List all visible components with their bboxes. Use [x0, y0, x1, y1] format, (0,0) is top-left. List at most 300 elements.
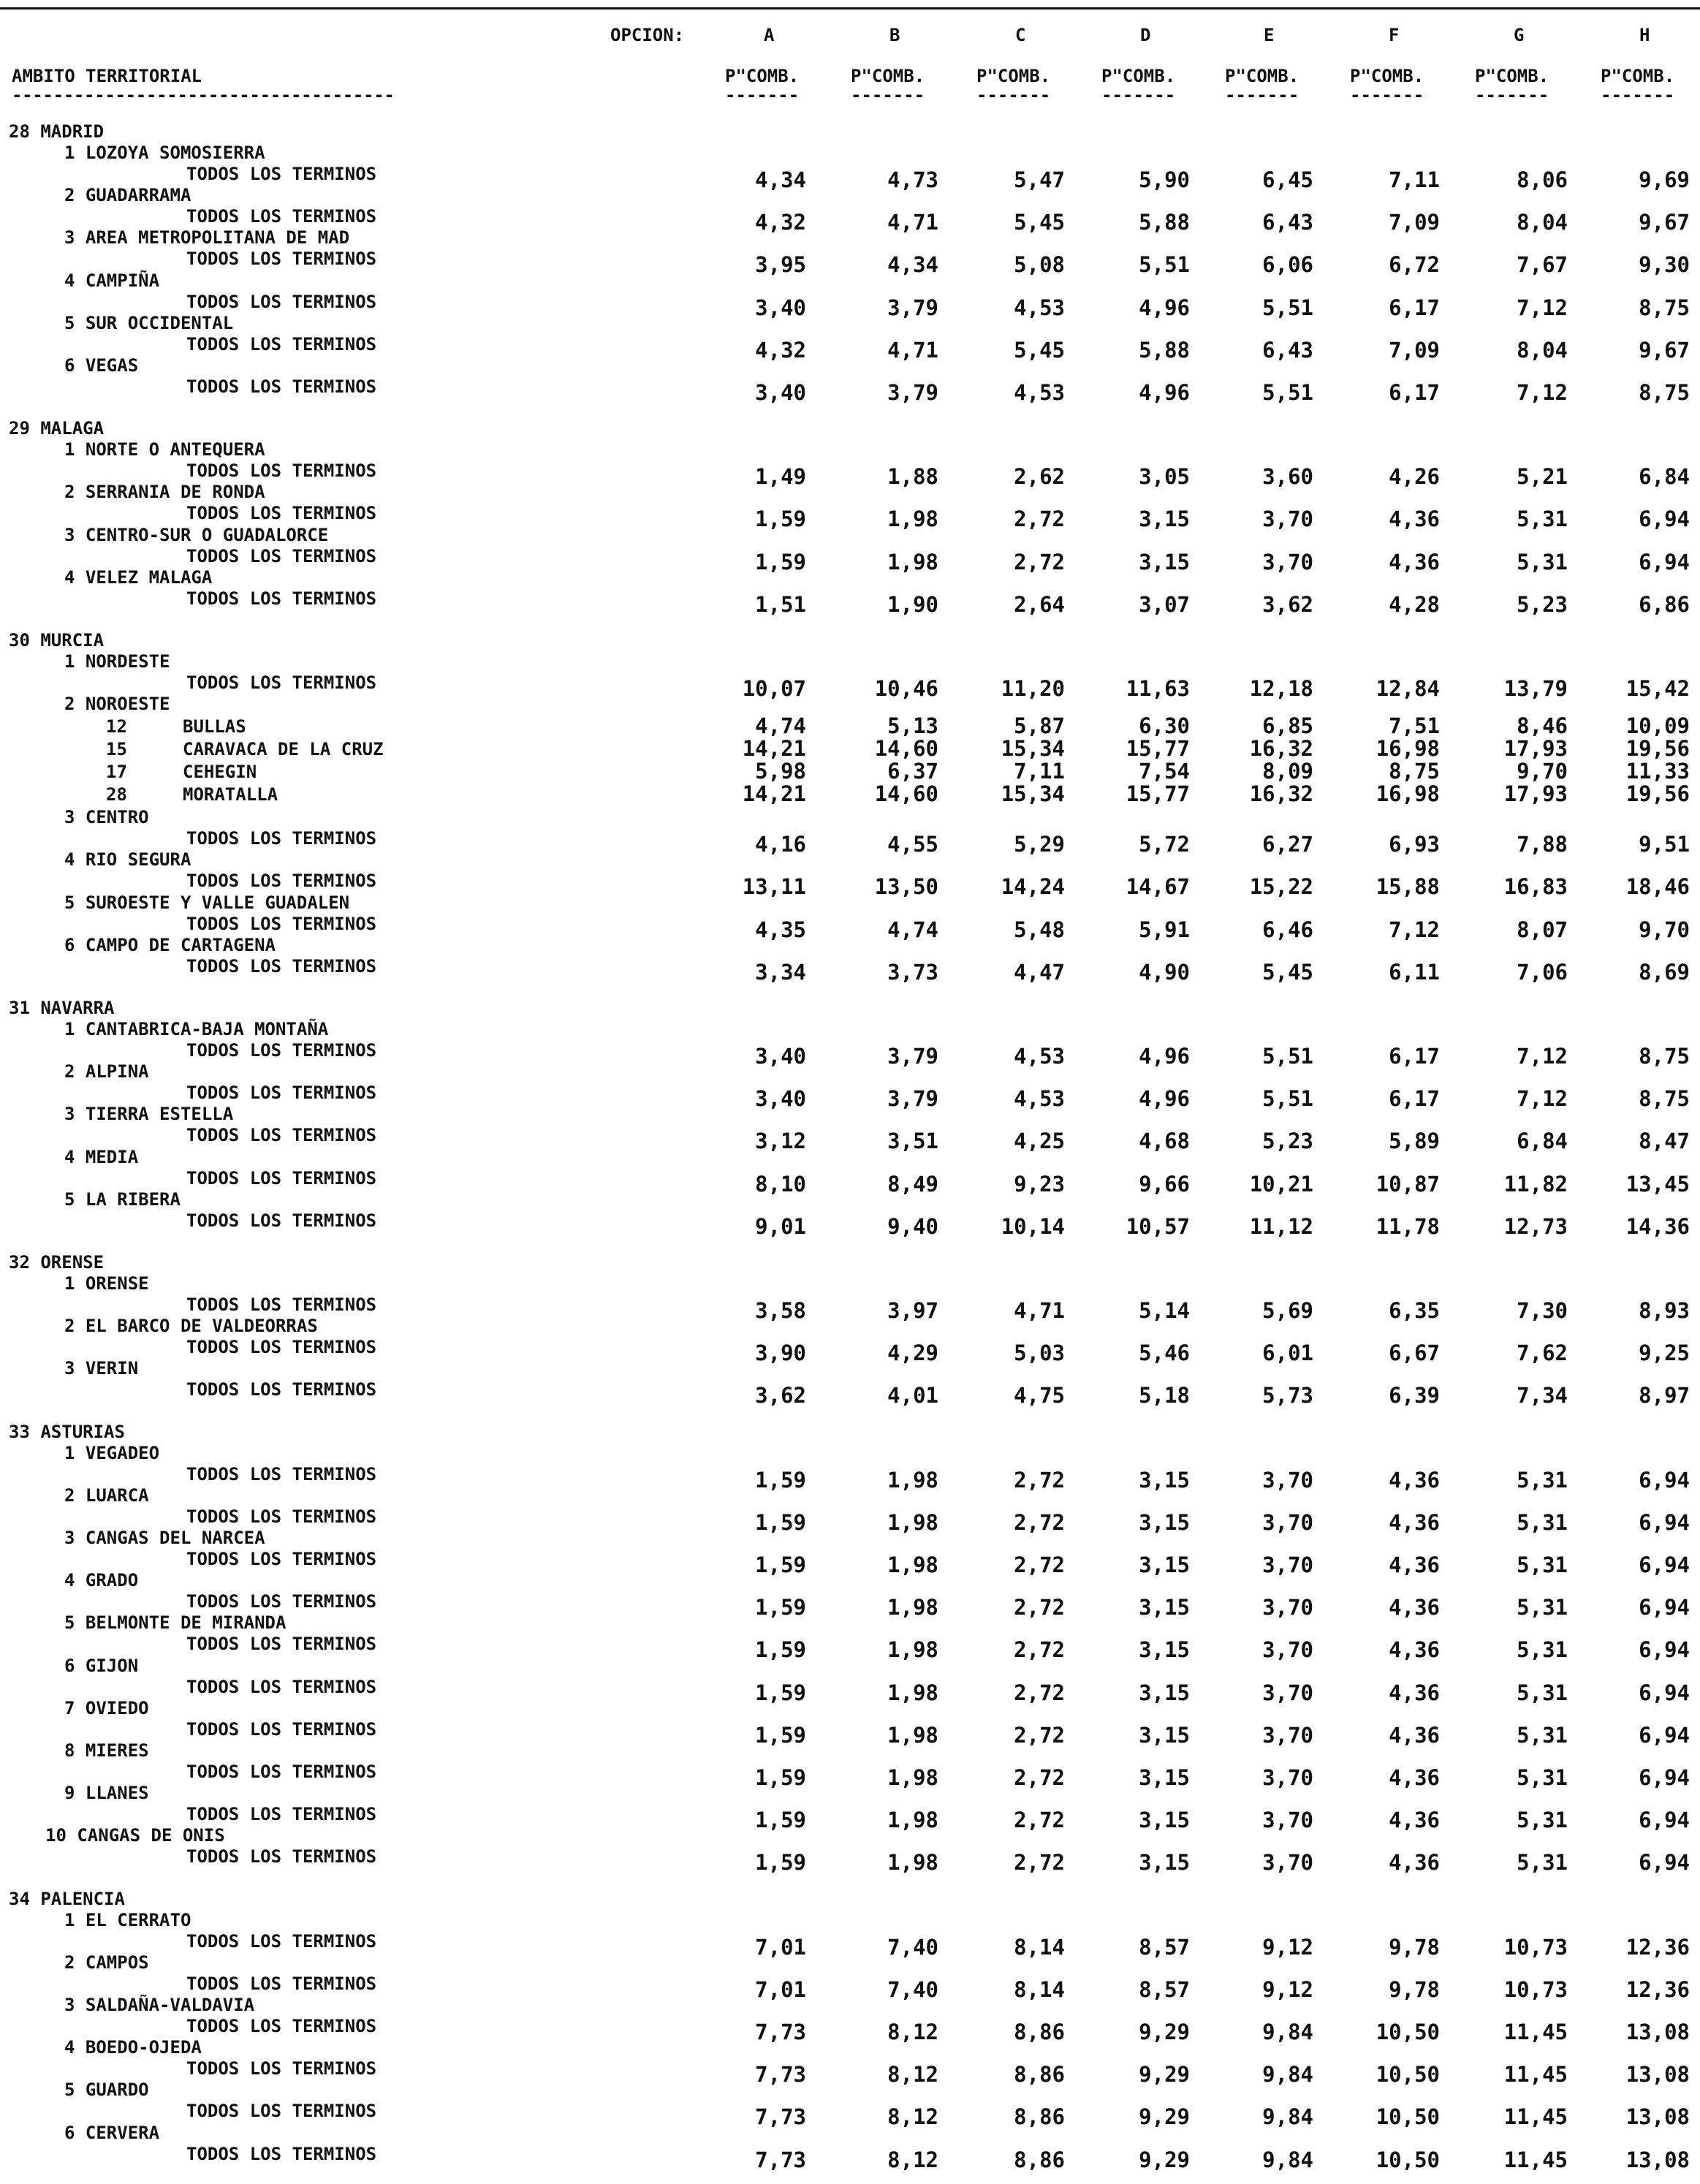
- value-cell: 7,62: [1517, 1341, 1568, 1366]
- value-cell: 3,70: [1262, 1850, 1313, 1876]
- term-label: TODOS LOS TERMINOS: [186, 545, 377, 566]
- column-underline: -------: [1350, 85, 1424, 105]
- column-subheader: P"COMB.: [1601, 66, 1675, 86]
- value-cell: 19,56: [1625, 781, 1690, 807]
- value-cell: 12,36: [1625, 1934, 1690, 1960]
- column-subheader: P"COMB.: [1350, 66, 1424, 86]
- value-cell: 10,50: [1375, 2104, 1440, 2130]
- zone-name: 1 NORTE O ANTEQUERA: [64, 439, 265, 460]
- value-cell: 3,90: [755, 1341, 806, 1366]
- value-cell: 5,89: [1389, 1129, 1440, 1154]
- value-cell: 4,36: [1389, 1808, 1440, 1833]
- value-cell: 6,17: [1389, 295, 1440, 320]
- value-cell: 1,59: [755, 1595, 806, 1620]
- term-label: TODOS LOS TERMINOS: [186, 2101, 377, 2122]
- zone-name: 5 SUR OCCIDENTAL: [64, 312, 234, 333]
- value-cell: 7,67: [1517, 252, 1568, 278]
- column-letter-f: F: [1389, 25, 1400, 45]
- municipality-code: 17: [106, 762, 127, 783]
- term-label: TODOS LOS TERMINOS: [186, 828, 377, 849]
- value-cell: 3,40: [755, 1044, 806, 1069]
- value-cell: 4,96: [1139, 1086, 1190, 1112]
- value-cell: 10,09: [1625, 713, 1690, 739]
- value-cell: 9,84: [1262, 2062, 1313, 2088]
- value-cell: 5,88: [1139, 210, 1190, 235]
- value-cell: 15,34: [1001, 736, 1065, 762]
- value-cell: 15,88: [1375, 874, 1440, 900]
- value-cell: 4,32: [755, 210, 806, 235]
- value-cell: 13,08: [1625, 2147, 1690, 2172]
- zone-name: 6 CERVERA: [64, 2122, 160, 2143]
- value-cell: 7,73: [755, 2104, 806, 2130]
- value-cell: 7,09: [1389, 210, 1440, 235]
- term-label: TODOS LOS TERMINOS: [186, 376, 377, 397]
- province-heading: 28 MADRID: [9, 121, 105, 142]
- value-cell: 11,82: [1503, 1171, 1568, 1197]
- value-cell: 3,70: [1262, 1552, 1313, 1577]
- value-cell: 9,51: [1639, 832, 1690, 857]
- value-cell: 4,96: [1139, 295, 1190, 320]
- value-cell: 5,51: [1262, 1086, 1313, 1112]
- zone-name: 3 TIERRA ESTELLA: [64, 1104, 234, 1125]
- value-cell: 5,51: [1262, 380, 1313, 405]
- value-cell: 3,40: [755, 380, 806, 405]
- municipality-code: 28: [106, 784, 127, 805]
- value-cell: 6,27: [1262, 832, 1313, 857]
- value-cell: 7,73: [755, 2147, 806, 2172]
- value-cell: 9,84: [1262, 2020, 1313, 2044]
- value-cell: 1,59: [755, 1808, 806, 1833]
- value-cell: 13,45: [1625, 1171, 1690, 1197]
- province-heading: 34 PALENCIA: [9, 1888, 125, 1909]
- value-cell: 7,30: [1517, 1298, 1568, 1323]
- value-cell: 8,57: [1139, 1976, 1190, 2002]
- value-cell: 3,15: [1139, 507, 1190, 532]
- value-cell: 7,11: [1389, 167, 1440, 192]
- value-cell: 8,04: [1517, 337, 1568, 363]
- value-cell: 19,56: [1625, 736, 1690, 762]
- value-cell: 6,94: [1639, 1722, 1690, 1748]
- value-cell: 4,36: [1389, 1680, 1440, 1705]
- zone-name: 4 VELEZ MALAGA: [64, 566, 213, 588]
- value-cell: 1,98: [887, 1765, 938, 1790]
- value-cell: 4,55: [887, 832, 938, 857]
- value-cell: 7,06: [1517, 959, 1568, 985]
- value-cell: 11,78: [1375, 1213, 1440, 1239]
- value-cell: 3,70: [1262, 507, 1313, 532]
- value-cell: 4,36: [1389, 1850, 1440, 1876]
- value-cell: 6,11: [1389, 959, 1440, 985]
- value-cell: 2,72: [1014, 1509, 1065, 1535]
- value-cell: 14,24: [1001, 874, 1065, 900]
- zone-name: 5 GUARDO: [64, 2079, 149, 2101]
- column-letter-a: A: [764, 25, 775, 45]
- value-cell: 8,14: [1014, 1934, 1065, 1960]
- term-label: TODOS LOS TERMINOS: [186, 672, 377, 693]
- value-cell: 11,33: [1625, 759, 1690, 784]
- value-cell: 12,73: [1503, 1213, 1568, 1239]
- value-cell: 4,29: [887, 1341, 938, 1366]
- value-cell: 15,42: [1625, 676, 1690, 701]
- value-cell: 11,63: [1126, 676, 1190, 701]
- value-cell: 8,10: [755, 1171, 806, 1197]
- value-cell: 3,15: [1139, 1722, 1190, 1748]
- zone-name: 1 ORENSE: [64, 1273, 149, 1294]
- zone-name: 6 VEGAS: [64, 355, 139, 376]
- value-cell: 9,01: [755, 1213, 806, 1239]
- value-cell: 3,70: [1262, 1765, 1313, 1790]
- value-cell: 8,04: [1517, 210, 1568, 235]
- value-cell: 1,98: [887, 549, 938, 575]
- value-cell: 13,11: [742, 874, 806, 900]
- value-cell: 8,12: [887, 2104, 938, 2130]
- value-cell: 4,25: [1014, 1129, 1065, 1154]
- zone-name: 4 RIO SEGURA: [64, 849, 191, 871]
- term-label: TODOS LOS TERMINOS: [186, 1549, 377, 1569]
- value-cell: 13,50: [874, 874, 938, 900]
- value-cell: 4,74: [755, 713, 806, 739]
- value-cell: 5,91: [1139, 917, 1190, 942]
- value-cell: 8,75: [1389, 759, 1440, 784]
- value-cell: 5,98: [755, 759, 806, 784]
- value-cell: 9,67: [1639, 337, 1690, 363]
- value-cell: 3,73: [887, 959, 938, 985]
- value-cell: 6,67: [1389, 1341, 1440, 1366]
- value-cell: 5,21: [1517, 464, 1568, 490]
- opcion-label: OPCION:: [610, 25, 685, 45]
- province-heading: 33 ASTURIAS: [9, 1421, 125, 1442]
- value-cell: 5,08: [1014, 252, 1065, 278]
- value-cell: 4,71: [887, 337, 938, 363]
- term-label: TODOS LOS TERMINOS: [186, 955, 377, 977]
- value-cell: 8,75: [1639, 1044, 1690, 1069]
- value-cell: 8,06: [1517, 167, 1568, 192]
- value-cell: 1,98: [887, 1680, 938, 1705]
- value-cell: 6,43: [1262, 337, 1313, 363]
- value-cell: 6,45: [1262, 167, 1313, 192]
- value-cell: 9,78: [1389, 1934, 1440, 1960]
- value-cell: 16,83: [1503, 874, 1568, 900]
- value-cell: 3,60: [1262, 464, 1313, 490]
- value-cell: 4,71: [887, 210, 938, 235]
- zone-name: 2 NOROESTE: [64, 694, 170, 715]
- value-cell: 2,72: [1014, 1595, 1065, 1620]
- value-cell: 3,15: [1139, 549, 1190, 575]
- value-cell: 3,40: [755, 1086, 806, 1112]
- zone-name: 7 OVIEDO: [64, 1697, 149, 1718]
- value-cell: 10,50: [1375, 2062, 1440, 2088]
- value-cell: 6,94: [1639, 1765, 1690, 1790]
- value-cell: 6,46: [1262, 917, 1313, 942]
- value-cell: 5,51: [1262, 1044, 1313, 1069]
- value-cell: 13,08: [1625, 2020, 1690, 2044]
- term-label: TODOS LOS TERMINOS: [186, 1591, 377, 1612]
- value-cell: 15,34: [1001, 781, 1065, 807]
- top-rule: [0, 7, 1700, 10]
- value-cell: 4,26: [1389, 464, 1440, 490]
- value-cell: 8,93: [1639, 1298, 1690, 1323]
- column-subheader: P"COMB.: [725, 66, 800, 86]
- term-label: TODOS LOS TERMINOS: [186, 1210, 377, 1231]
- zone-name: 1 NORDESTE: [64, 651, 170, 672]
- value-cell: 6,93: [1389, 832, 1440, 857]
- value-cell: 3,97: [887, 1298, 938, 1323]
- column-letter-h: H: [1639, 25, 1650, 45]
- column-underline: -------: [1475, 85, 1549, 105]
- value-cell: 4,53: [1014, 1086, 1065, 1112]
- value-cell: 3,40: [755, 295, 806, 320]
- term-label: TODOS LOS TERMINOS: [186, 1676, 377, 1697]
- value-cell: 8,86: [1014, 2062, 1065, 2088]
- value-cell: 5,45: [1262, 959, 1313, 985]
- zone-name: 2 CAMPOS: [64, 1952, 149, 1973]
- value-cell: 3,15: [1139, 1765, 1190, 1790]
- value-cell: 6,17: [1389, 1086, 1440, 1112]
- value-cell: 9,29: [1139, 2062, 1190, 2088]
- value-cell: 6,94: [1639, 549, 1690, 575]
- value-cell: 5,23: [1262, 1129, 1313, 1154]
- value-cell: 6,30: [1139, 713, 1190, 739]
- value-cell: 5,73: [1262, 1383, 1313, 1408]
- value-cell: 5,31: [1517, 1552, 1568, 1577]
- value-cell: 8,86: [1014, 2104, 1065, 2130]
- value-cell: 3,70: [1262, 1808, 1313, 1833]
- value-cell: 1,98: [887, 507, 938, 532]
- column-subheader: P"COMB.: [1101, 66, 1176, 86]
- term-label: TODOS LOS TERMINOS: [186, 460, 377, 482]
- value-cell: 9,84: [1262, 2147, 1313, 2172]
- value-cell: 6,37: [887, 759, 938, 784]
- value-cell: 6,94: [1639, 507, 1690, 532]
- value-cell: 10,14: [1001, 1213, 1065, 1239]
- column-letter-g: G: [1514, 25, 1525, 45]
- value-cell: 4,71: [1014, 1298, 1065, 1323]
- value-cell: 5,88: [1139, 337, 1190, 363]
- column-letter-e: E: [1264, 25, 1275, 45]
- value-cell: 4,34: [887, 252, 938, 278]
- column-underline: -------: [976, 85, 1051, 105]
- value-cell: 1,98: [887, 1552, 938, 1577]
- term-label: TODOS LOS TERMINOS: [186, 164, 377, 184]
- value-cell: 14,60: [874, 736, 938, 762]
- value-cell: 1,59: [755, 1637, 806, 1663]
- value-cell: 14,67: [1126, 874, 1190, 900]
- value-cell: 1,51: [755, 591, 806, 617]
- term-label: TODOS LOS TERMINOS: [186, 1337, 377, 1358]
- value-cell: 7,40: [887, 1976, 938, 2002]
- term-label: TODOS LOS TERMINOS: [186, 2058, 377, 2079]
- zone-name: 2 EL BARCO DE VALDEORRAS: [64, 1316, 318, 1337]
- column-letter-d: D: [1140, 25, 1151, 45]
- value-cell: 9,25: [1639, 1341, 1690, 1366]
- value-cell: 17,93: [1503, 781, 1568, 807]
- value-cell: 8,14: [1014, 1976, 1065, 2002]
- zone-name: 3 VERIN: [64, 1358, 139, 1379]
- value-cell: 5,46: [1139, 1341, 1190, 1366]
- value-cell: 10,73: [1503, 1934, 1568, 1960]
- value-cell: 2,72: [1014, 1552, 1065, 1577]
- value-cell: 9,66: [1139, 1171, 1190, 1197]
- value-cell: 5,31: [1517, 1765, 1568, 1790]
- value-cell: 2,72: [1014, 1637, 1065, 1663]
- zone-name: 3 CENTRO: [64, 807, 149, 828]
- value-cell: 8,86: [1014, 2020, 1065, 2044]
- term-label: TODOS LOS TERMINOS: [186, 1634, 377, 1655]
- value-cell: 6,94: [1639, 1552, 1690, 1577]
- value-cell: 2,72: [1014, 1808, 1065, 1833]
- value-cell: 5,48: [1014, 917, 1065, 942]
- value-cell: 9,30: [1639, 252, 1690, 278]
- value-cell: 6,84: [1639, 464, 1690, 490]
- value-cell: 6,86: [1639, 591, 1690, 617]
- value-cell: 11,45: [1503, 2104, 1568, 2130]
- column-subheader: P"COMB.: [976, 66, 1051, 86]
- value-cell: 5,31: [1517, 1722, 1568, 1748]
- value-cell: 13,79: [1503, 676, 1568, 701]
- value-cell: 2,72: [1014, 1467, 1065, 1493]
- value-cell: 6,94: [1639, 1850, 1690, 1876]
- value-cell: 5,72: [1139, 832, 1190, 857]
- term-label: TODOS LOS TERMINOS: [186, 913, 377, 934]
- value-cell: 12,84: [1375, 676, 1440, 701]
- term-label: TODOS LOS TERMINOS: [186, 249, 377, 270]
- value-cell: 2,72: [1014, 1722, 1065, 1748]
- value-cell: 7,01: [755, 1934, 806, 1960]
- value-cell: 9,29: [1139, 2020, 1190, 2044]
- value-cell: 1,98: [887, 1637, 938, 1663]
- zone-name: 3 CENTRO-SUR O GUADALORCE: [64, 524, 329, 545]
- term-label: TODOS LOS TERMINOS: [186, 1379, 377, 1400]
- value-cell: 5,31: [1517, 1595, 1568, 1620]
- value-cell: 4,32: [755, 337, 806, 363]
- value-cell: 7,11: [1014, 759, 1065, 784]
- value-cell: 7,54: [1139, 759, 1190, 784]
- value-cell: 11,45: [1503, 2147, 1568, 2172]
- zone-name: 1 EL CERRATO: [64, 1909, 191, 1930]
- value-cell: 5,90: [1139, 167, 1190, 192]
- value-cell: 1,59: [755, 1765, 806, 1790]
- value-cell: 17,93: [1503, 736, 1568, 762]
- zone-name: 6 GIJON: [64, 1655, 139, 1676]
- value-cell: 3,12: [755, 1129, 806, 1154]
- value-cell: 8,12: [887, 2020, 938, 2044]
- province-heading: 29 MALAGA: [9, 418, 105, 439]
- value-cell: 12,36: [1625, 1976, 1690, 2002]
- zone-name: 9 LLANES: [64, 1783, 149, 1804]
- municipality-name: CEHEGIN: [183, 762, 257, 783]
- value-cell: 5,31: [1517, 1808, 1568, 1833]
- term-label: TODOS LOS TERMINOS: [186, 2016, 377, 2036]
- zone-name: 10 CANGAS DE ONIS: [45, 1825, 225, 1846]
- value-cell: 8,47: [1639, 1129, 1690, 1154]
- term-label: TODOS LOS TERMINOS: [186, 206, 377, 227]
- value-cell: 16,98: [1375, 736, 1440, 762]
- value-cell: 4,28: [1389, 591, 1440, 617]
- value-cell: 3,51: [887, 1129, 938, 1154]
- value-cell: 5,31: [1517, 1850, 1568, 1876]
- value-cell: 1,98: [887, 1595, 938, 1620]
- value-cell: 4,36: [1389, 1765, 1440, 1790]
- value-cell: 2,62: [1014, 464, 1065, 490]
- value-cell: 2,72: [1014, 1680, 1065, 1705]
- value-cell: 7,12: [1389, 917, 1440, 942]
- value-cell: 8,12: [887, 2062, 938, 2088]
- municipality-name: CARAVACA DE LA CRUZ: [183, 739, 384, 760]
- value-cell: 3,79: [887, 1086, 938, 1112]
- value-cell: 9,29: [1139, 2104, 1190, 2130]
- value-cell: 4,34: [755, 167, 806, 192]
- value-cell: 6,17: [1389, 1044, 1440, 1069]
- value-cell: 7,12: [1517, 295, 1568, 320]
- value-cell: 13,08: [1625, 2062, 1690, 2088]
- value-cell: 8,07: [1517, 917, 1568, 942]
- term-label: TODOS LOS TERMINOS: [186, 1294, 377, 1315]
- value-cell: 6,01: [1262, 1341, 1313, 1366]
- value-cell: 11,45: [1503, 2062, 1568, 2088]
- value-cell: 8,69: [1639, 959, 1690, 985]
- zone-name: 1 VEGADEO: [64, 1442, 160, 1463]
- value-cell: 15,22: [1249, 874, 1313, 900]
- value-cell: 5,29: [1014, 832, 1065, 857]
- value-cell: 7,40: [887, 1934, 938, 1960]
- term-label: TODOS LOS TERMINOS: [186, 1167, 377, 1188]
- value-cell: 1,59: [755, 507, 806, 532]
- municipality-name: BULLAS: [183, 716, 246, 738]
- term-label: TODOS LOS TERMINOS: [186, 1846, 377, 1868]
- term-label: TODOS LOS TERMINOS: [186, 1930, 377, 1952]
- value-cell: 6,06: [1262, 252, 1313, 278]
- value-cell: 5,47: [1014, 167, 1065, 192]
- value-cell: 9,29: [1139, 2147, 1190, 2172]
- value-cell: 4,36: [1389, 1552, 1440, 1577]
- value-cell: 6,39: [1389, 1383, 1440, 1408]
- value-cell: 2,72: [1014, 1765, 1065, 1790]
- value-cell: 7,09: [1389, 337, 1440, 363]
- value-cell: 3,62: [1262, 591, 1313, 617]
- value-cell: 4,36: [1389, 1467, 1440, 1493]
- column-letter-b: B: [889, 25, 900, 45]
- value-cell: 3,79: [887, 295, 938, 320]
- value-cell: 2,72: [1014, 549, 1065, 575]
- zone-name: 2 SERRANIA DE RONDA: [64, 482, 265, 503]
- zone-name: 4 CAMPIÑA: [64, 270, 160, 291]
- value-cell: 5,69: [1262, 1298, 1313, 1323]
- value-cell: 16,98: [1375, 781, 1440, 807]
- value-cell: 9,67: [1639, 210, 1690, 235]
- term-label: TODOS LOS TERMINOS: [186, 1762, 377, 1782]
- column-underline: -------: [851, 85, 925, 105]
- zone-name: 1 CANTABRICA-BAJA MONTAÑA: [64, 1019, 329, 1039]
- term-label: TODOS LOS TERMINOS: [186, 2143, 377, 2164]
- value-cell: 3,15: [1139, 1637, 1190, 1663]
- term-label: TODOS LOS TERMINOS: [186, 1040, 377, 1061]
- value-cell: 1,59: [755, 1722, 806, 1748]
- zone-name: 1 LOZOYA SOMOSIERRA: [64, 143, 265, 163]
- value-cell: 1,59: [755, 1680, 806, 1705]
- value-cell: 7,51: [1389, 713, 1440, 739]
- value-cell: 5,45: [1014, 210, 1065, 235]
- value-cell: 1,98: [887, 1850, 938, 1876]
- value-cell: 2,72: [1014, 1850, 1065, 1876]
- value-cell: 13,08: [1625, 2104, 1690, 2130]
- value-cell: 3,58: [755, 1298, 806, 1323]
- value-cell: 6,94: [1639, 1680, 1690, 1705]
- value-cell: 10,50: [1375, 2147, 1440, 2172]
- value-cell: 3,15: [1139, 1850, 1190, 1876]
- term-label: TODOS LOS TERMINOS: [186, 503, 377, 524]
- value-cell: 1,88: [887, 464, 938, 490]
- value-cell: 3,95: [755, 252, 806, 278]
